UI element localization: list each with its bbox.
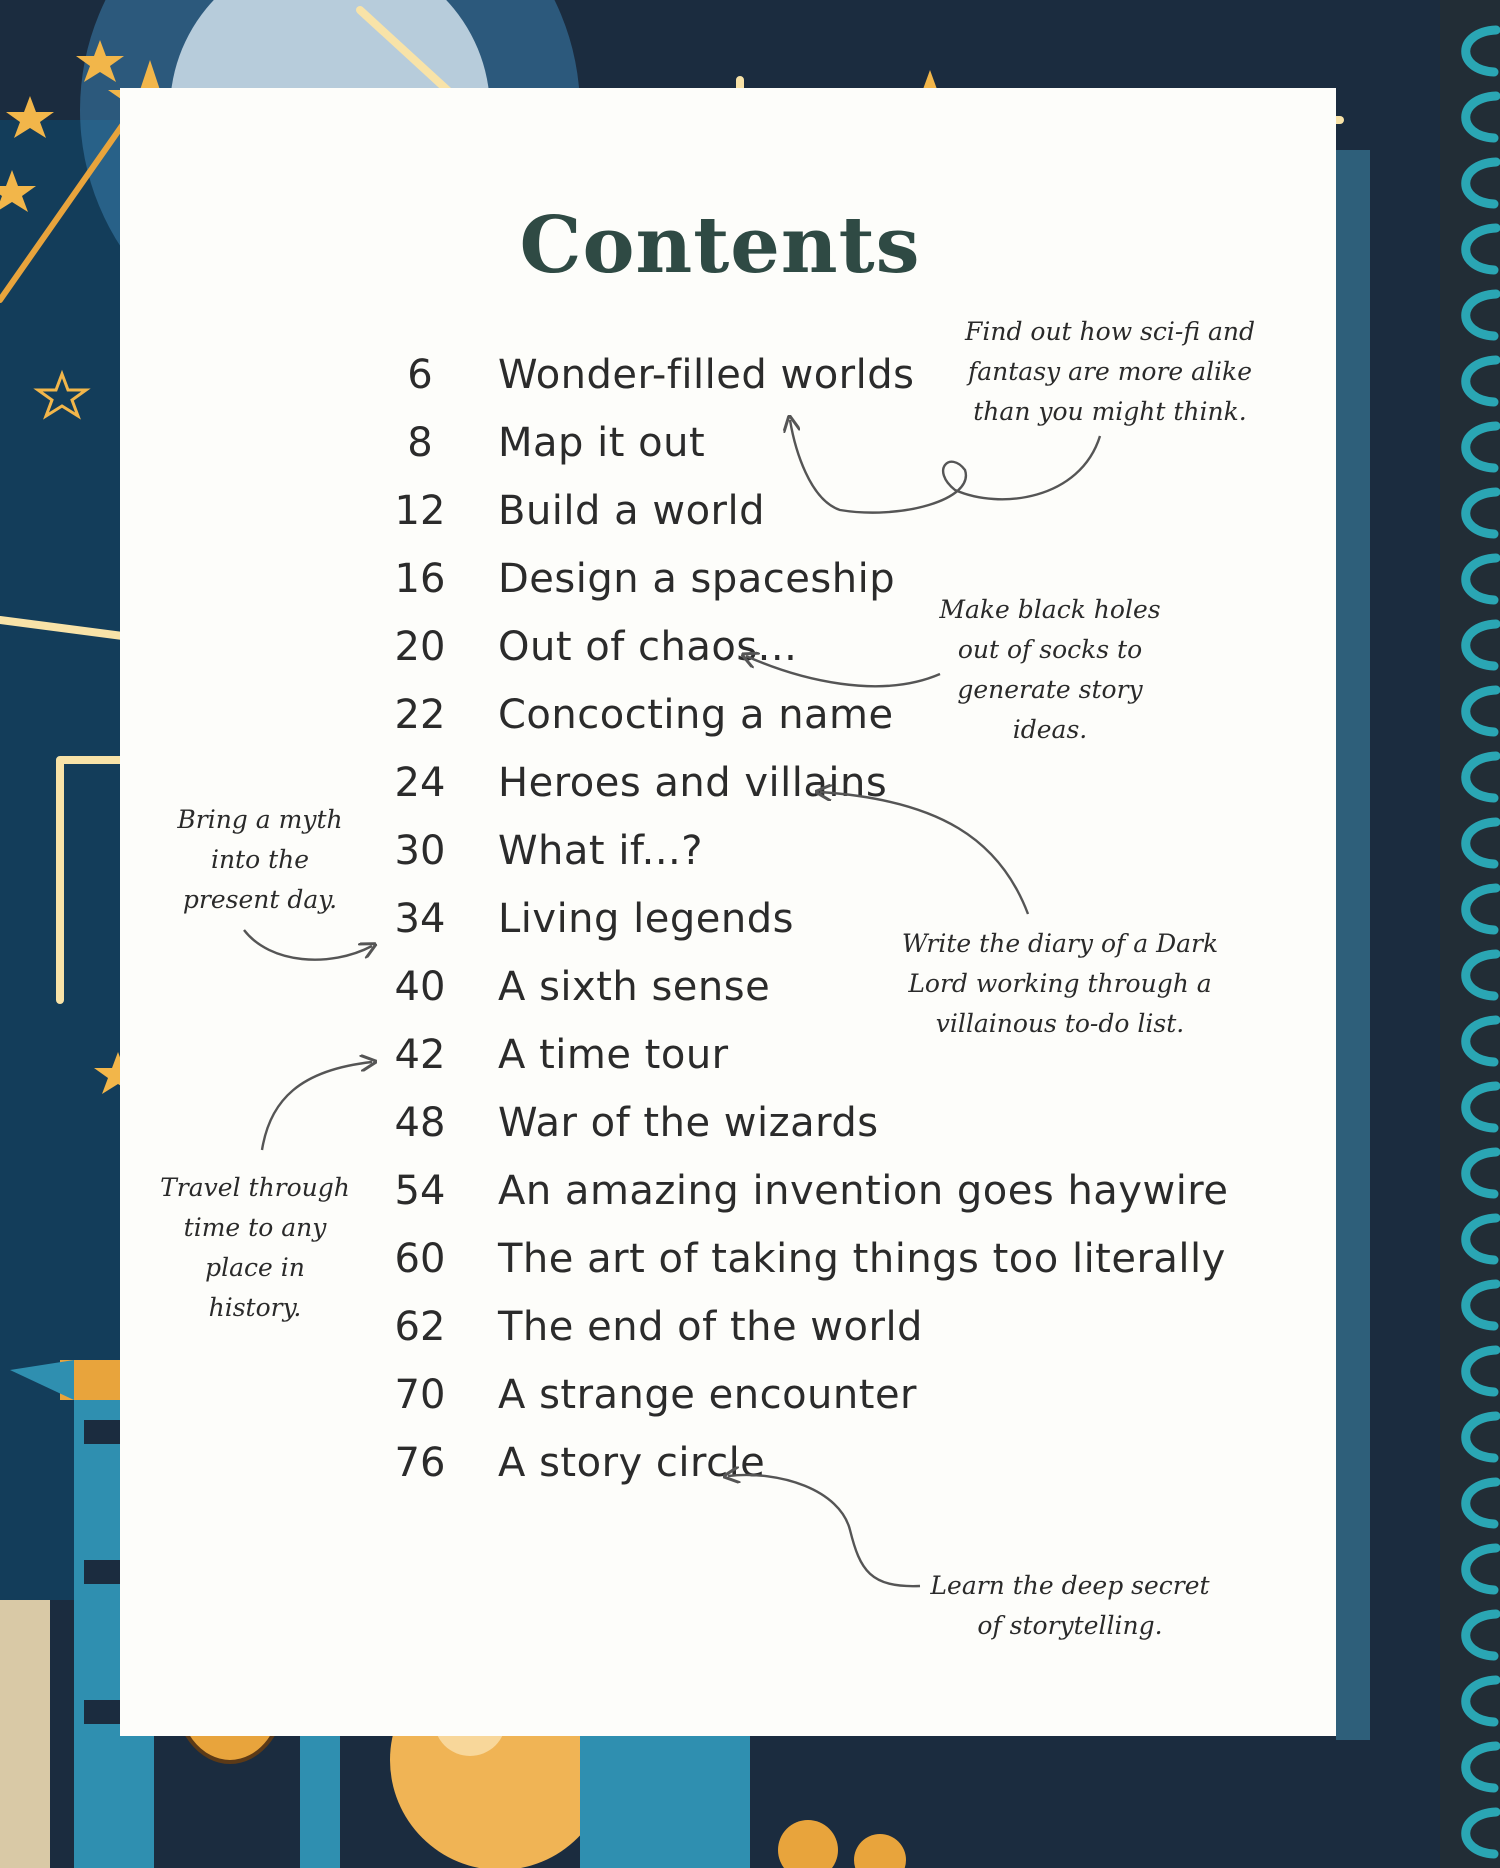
toc-entry (380, 1372, 1180, 1436)
toc-entry-title: Build a world (498, 488, 765, 534)
note-storytelling (920, 1566, 1220, 1646)
toc-entry-title: A strange encounter (498, 1372, 917, 1418)
toc-entry-title: Heroes and villains (498, 760, 888, 806)
toc-entry (380, 760, 1180, 824)
note-line: Lord working through a (908, 969, 1212, 998)
note-line: generate story (957, 675, 1143, 704)
toc-entry-title: The end of the world (498, 1304, 923, 1350)
toc-entry-title: A sixth sense (498, 964, 771, 1010)
note-time-travel (150, 1168, 360, 1328)
note-line: present day. (182, 885, 338, 914)
toc-entry (380, 1304, 1180, 1368)
toc-entry-title: Design a spaceship (498, 556, 896, 602)
toc-entry-title: What if...? (498, 828, 703, 874)
toc-page-number: 70 (394, 1372, 446, 1418)
note-line: villainous to-do list. (935, 1009, 1185, 1038)
toc-page-number: 40 (394, 964, 446, 1010)
toc-entry (380, 1100, 1180, 1164)
toc-page-number: 34 (394, 896, 446, 942)
note-line: place in (205, 1253, 305, 1282)
toc-page-number: 76 (394, 1440, 446, 1486)
note-line: history. (208, 1293, 302, 1322)
note-line: Travel through (160, 1173, 350, 1202)
toc-entry-title: An amazing invention goes haywire (498, 1168, 1229, 1214)
toc-entry-title: Wonder-filled worlds (498, 352, 915, 398)
toc-entry-title: Map it out (498, 420, 706, 466)
toc-entry (380, 828, 1180, 892)
toc-page-number: 30 (394, 828, 446, 874)
note-scifi-fantasy (960, 312, 1260, 432)
note-line: ideas. (1012, 715, 1088, 744)
note-line: Find out how sci-fi and (965, 317, 1255, 346)
toc-page-number: 60 (394, 1236, 446, 1282)
toc-entry (380, 1236, 1226, 1300)
toc-entry-title: War of the wizards (498, 1100, 879, 1146)
toc-page-number: 20 (394, 624, 446, 670)
note-line: Make black holes (939, 595, 1161, 624)
note-line: into the (210, 845, 310, 874)
toc-page-number: 8 (407, 420, 433, 466)
note-line: time to any (183, 1213, 327, 1242)
toc-entry-title: The art of taking things too literally (498, 1236, 1226, 1282)
toc-page-number: 42 (394, 1032, 446, 1078)
note-line: than you might think. (973, 397, 1247, 426)
toc-page-number: 54 (394, 1168, 446, 1214)
note-black-holes (930, 590, 1170, 750)
toc-page-number: 48 (394, 1100, 446, 1146)
toc-page-number: 24 (394, 760, 446, 806)
toc-entry-title: Concocting a name (498, 692, 894, 738)
note-line: fantasy are more alike (968, 357, 1252, 386)
note-line: Learn the deep secret (930, 1571, 1210, 1600)
toc-entry (380, 488, 1180, 552)
toc-page-number: 6 (407, 352, 433, 398)
toc-entry (380, 1168, 1229, 1232)
toc-entry-title: Out of chaos... (498, 624, 798, 670)
note-line: out of socks to (957, 635, 1143, 664)
note-line: Write the diary of a Dark (901, 929, 1219, 958)
toc-entry (380, 1440, 1180, 1504)
page-title: Contents (519, 200, 921, 291)
toc-page-number: 12 (394, 488, 446, 534)
toc-page-number: 62 (394, 1304, 446, 1350)
toc-page-number: 16 (394, 556, 446, 602)
toc-entry-title: A story circle (498, 1440, 766, 1486)
note-dark-lord (900, 924, 1220, 1044)
toc-entry-title: A time tour (498, 1032, 729, 1078)
toc-page-number: 22 (394, 692, 446, 738)
note-line: Bring a myth (177, 805, 343, 834)
note-myth (150, 800, 370, 920)
toc-entry-title: Living legends (498, 896, 794, 942)
note-line: of storytelling. (977, 1611, 1163, 1640)
